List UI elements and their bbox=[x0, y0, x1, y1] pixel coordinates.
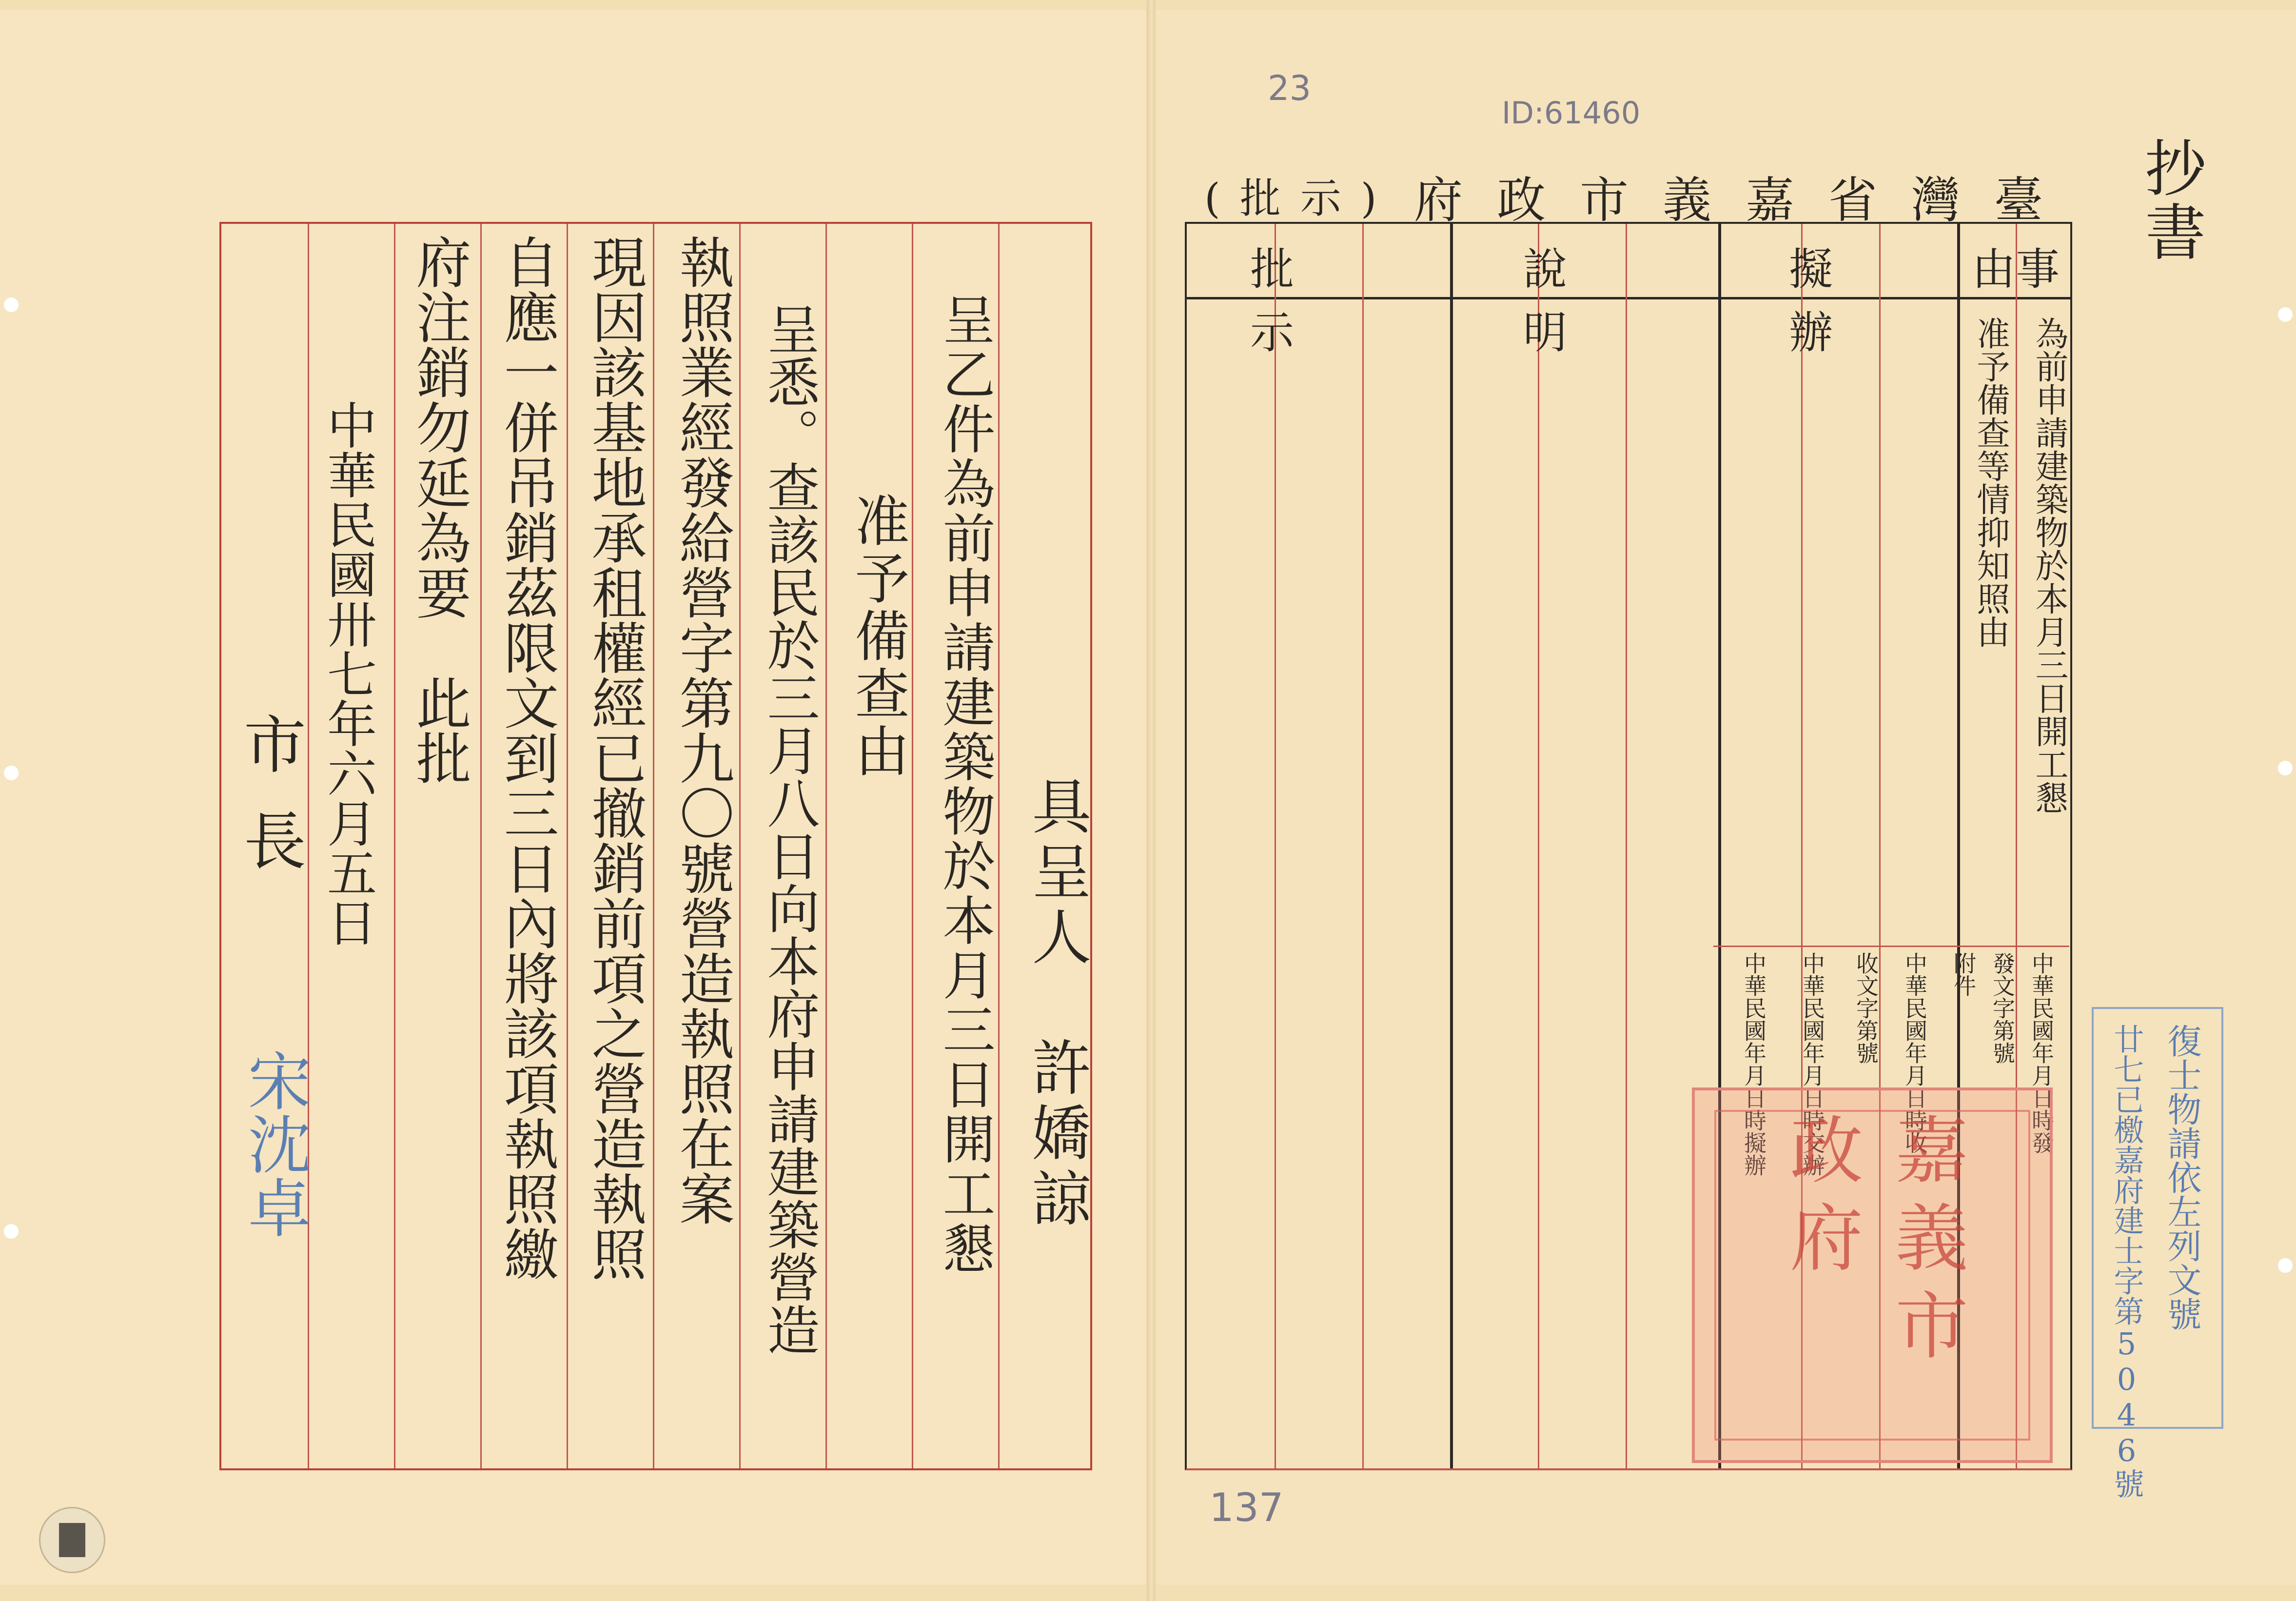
letter-line: 准予備查由 bbox=[846, 493, 909, 780]
form-ruling bbox=[1362, 224, 1364, 1468]
subject-line: 為前申請建築物於本月三日開工懇 bbox=[2030, 316, 2068, 814]
mayor-title: 市長 bbox=[233, 712, 306, 905]
form-ruling bbox=[1275, 224, 1276, 1468]
meta-cell: 收文字第號 bbox=[1853, 952, 1879, 1064]
copy-label: 抄書 bbox=[2135, 137, 2205, 264]
applicant-line: 具呈人 許嬌諒 bbox=[1022, 775, 1091, 1233]
column-draft: 擬辦 bbox=[1789, 244, 1891, 358]
header-suffix: (批示) bbox=[1204, 175, 1396, 222]
letter-line: 府注銷勿延為要 此批 bbox=[407, 234, 471, 785]
page-ruling bbox=[912, 224, 913, 1468]
pencil-page-number: 23 bbox=[1268, 68, 1312, 108]
date-line: 中華民國卅七年六月五日 bbox=[319, 400, 377, 947]
pencil-bottom-number: 137 bbox=[1209, 1485, 1284, 1530]
book-icon bbox=[59, 1523, 85, 1557]
meta-cell: 中華民國年月日時收 bbox=[1902, 952, 1928, 1154]
binding-hole bbox=[2278, 761, 2293, 775]
column-subject: 事由 bbox=[1972, 244, 2060, 295]
blue-stamp-line: 廿七已檄嘉府建士字第5046號 bbox=[2109, 1024, 2144, 1499]
form-ruling bbox=[1538, 224, 1539, 1468]
binding-hole bbox=[2278, 1258, 2293, 1273]
binding-hole bbox=[2278, 307, 2293, 322]
column-explanation: 說明 bbox=[1523, 244, 1650, 358]
blue-reference-stamp bbox=[2092, 1007, 2223, 1499]
letter-line: 自應一併吊銷茲限文到三日內將該項執照繳 bbox=[495, 234, 559, 1281]
meta-cell: 發文字第號 bbox=[1989, 952, 2016, 1064]
form-divider bbox=[1450, 224, 1453, 1468]
header-title: 臺灣省嘉義市政府 bbox=[1414, 172, 2077, 229]
letter-line: 現因該基地承租權經已撤銷前項之營造執照 bbox=[583, 234, 647, 1281]
binding-hole bbox=[4, 1224, 19, 1239]
subject-line: 准予備查等情抑知照由 bbox=[1971, 316, 2010, 648]
page-ruling bbox=[394, 224, 395, 1468]
pencil-id-label: ID:61460 bbox=[1502, 95, 1641, 131]
meta-cell: 中華民國年月日時發 bbox=[2028, 952, 2055, 1154]
blue-stamp-line: 復士物請依左列文號 bbox=[2162, 1024, 2202, 1331]
binding-hole bbox=[4, 297, 19, 312]
meta-cell: 中華民國年月日時擬辦 bbox=[1741, 952, 1767, 1176]
archive-logo bbox=[39, 1507, 105, 1573]
page-fold bbox=[1147, 0, 1156, 1601]
letter-line: 呈乙件為前申請建築物於本月三日開工懇 bbox=[934, 293, 995, 1276]
meta-cell: 中華民國年月日時交辦 bbox=[1799, 952, 1825, 1176]
page-ruling bbox=[567, 224, 568, 1468]
page-ruling bbox=[480, 224, 482, 1468]
letter-line: 執照業經發給營字第九〇號營造執照在案 bbox=[670, 234, 735, 1226]
meta-cell: 附件 bbox=[1950, 952, 1977, 997]
letter-line: 呈悉。查該民於三月八日向本府申請建築營造 bbox=[758, 302, 819, 1356]
mayor-signature: 宋沈卓 bbox=[237, 1048, 312, 1239]
column-instruction: 批示 bbox=[1250, 244, 1377, 358]
red-seal-stamp bbox=[1692, 1087, 2053, 1463]
form-ruling bbox=[1626, 224, 1627, 1468]
binding-hole bbox=[4, 766, 19, 780]
seal-text: 嘉義市政府 bbox=[1777, 1112, 1967, 1375]
